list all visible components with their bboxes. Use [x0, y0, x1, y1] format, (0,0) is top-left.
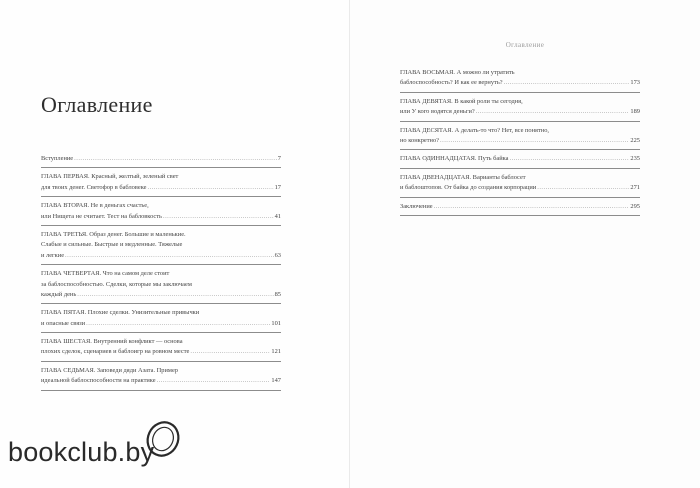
- toc-entry: [400, 126, 640, 147]
- toc-entry-line: [41, 376, 281, 386]
- toc-page-number: 41: [274, 212, 281, 220]
- toc-entry-text: ГЛАВА ОДИННАДЦАТАЯ. Путь байка: [400, 155, 509, 163]
- toc-entry-text: Вступление: [41, 155, 74, 162]
- toc-list-left: [41, 154, 281, 395]
- dot-leader: [190, 347, 270, 357]
- toc-entry-text: за баблоспособностью. Сделки, которые мы заключаем: [41, 280, 192, 288]
- watermark-logo: bookclub.by: [8, 437, 155, 467]
- toc-divider: [41, 303, 281, 304]
- toc-divider: [400, 168, 640, 169]
- toc-entry: [41, 172, 281, 193]
- dot-leader: [65, 251, 274, 261]
- running-head: Оглавление: [505, 41, 545, 49]
- dot-leader: [537, 183, 629, 193]
- dot-leader: [157, 376, 271, 386]
- toc-entry-text: ГЛАВА ДЕСЯТАЯ. А делать-то что? Нет, все понятно,: [400, 126, 549, 134]
- dot-leader: [77, 290, 273, 300]
- toc-entry-text: ГЛАВА ПЯТАЯ. Плохие сделки. Унизительные привычки: [41, 309, 200, 317]
- toc-entry-line: [41, 251, 281, 261]
- dot-leader: [440, 136, 629, 146]
- toc-entry-line: [41, 172, 281, 182]
- toc-divider: [41, 225, 281, 226]
- toc-page-number: 17: [274, 183, 281, 191]
- toc-page-number: 7: [277, 155, 281, 162]
- toc-entry-text: каждый день: [41, 290, 77, 298]
- toc-page-number: 271: [630, 184, 640, 192]
- toc-entry-line: [400, 173, 640, 183]
- dot-leader: [510, 154, 630, 164]
- toc-page-number: 147: [271, 377, 281, 385]
- toc-entry: [41, 308, 281, 329]
- toc-entry-line: [400, 202, 640, 212]
- toc-entry-text: ГЛАВА ВОСЬМАЯ. А можно ли утратить: [400, 69, 515, 76]
- toc-entry: [41, 269, 281, 300]
- toc-entry-text: или Нищета не считает. Тест на бабловкость: [41, 212, 162, 220]
- toc-page-number: 173: [630, 79, 640, 87]
- toc-entry-line: [41, 212, 281, 222]
- dot-leader: [86, 319, 270, 329]
- toc-divider: [41, 196, 281, 197]
- toc-entry-text: и баблоштопов. От байка до создания корпорации: [400, 184, 537, 192]
- toc-entry-line: [41, 269, 281, 279]
- toc-entry-text: идеальной баблоспособности на практике: [41, 377, 156, 385]
- toc-entry-line: [41, 308, 281, 318]
- toc-entry-text: и опасные связи: [41, 319, 86, 327]
- toc-entry-text: ГЛАВА ВТОРАЯ. Не в деньгах счастье,: [41, 202, 149, 210]
- toc-divider: [400, 149, 640, 150]
- right-page: [350, 0, 700, 488]
- toc-entry-line: [41, 347, 281, 357]
- toc-entry-line: [400, 126, 640, 136]
- dot-leader: [434, 202, 630, 212]
- toc-divider: [400, 197, 640, 198]
- toc-entry: [41, 366, 281, 387]
- toc-entry: [41, 337, 281, 358]
- toc-entry: [41, 230, 281, 261]
- toc-entry: [400, 154, 640, 164]
- toc-entry-text: и легкие: [41, 251, 65, 259]
- toc-entry: [41, 154, 281, 164]
- toc-page-number: 235: [630, 155, 640, 163]
- toc-entry: [400, 68, 640, 89]
- toc-entry-line: [400, 68, 640, 78]
- toc-entry-line: [41, 337, 281, 347]
- toc-entry-line: [400, 78, 640, 88]
- toc-entry-line: [400, 154, 640, 164]
- toc-entry-line: [41, 183, 281, 193]
- toc-entry-text: Слабые и сильные. Быстрые и медленные. Тяжелые: [41, 241, 183, 249]
- toc-entry-text: Заключение: [400, 202, 433, 210]
- toc-entry-line: [400, 107, 640, 117]
- toc-page-number: 101: [271, 319, 281, 327]
- toc-entry-line: [400, 183, 640, 193]
- toc-entry-line: [41, 201, 281, 211]
- dot-leader: [163, 212, 274, 222]
- toc-divider: [41, 167, 281, 168]
- toc-page-number: 225: [630, 136, 640, 144]
- toc-page-number: 121: [271, 348, 281, 356]
- toc-entry-text: ГЛАВА ЧЕТВЕРТАЯ. Что на самом деле стоит: [41, 270, 170, 278]
- toc-page-number: 63: [274, 251, 281, 259]
- toc-entry-line: [41, 366, 281, 376]
- toc-entry: [400, 97, 640, 118]
- toc-entry-text: ГЛАВА ТРЕТЬЯ. Образ денег. Большие и маленькие.: [41, 230, 186, 238]
- toc-entry-text: ГЛАВА ДВЕНАДЦАТАЯ. Варианты баблосет: [400, 173, 526, 181]
- toc-entry-text: ГЛАВА ШЕСТАЯ. Внутренний конфликт — основа: [41, 338, 183, 346]
- toc-divider: [400, 121, 640, 122]
- toc-entry-line: [41, 230, 281, 240]
- toc-entry-line: [41, 290, 281, 300]
- toc-entry-text: ГЛАВА ДЕВЯТАЯ. В какой роли ты сегодня,: [400, 97, 523, 105]
- toc-entry-text: баблоспособность? И как ее вернуть?: [400, 79, 503, 87]
- toc-entry-line: [41, 154, 281, 164]
- toc-entry: [400, 202, 640, 212]
- dot-leader: [74, 154, 277, 164]
- toc-entry-text: плохих сделок, сценариев и баблоигр на ровном месте: [41, 348, 190, 356]
- toc-entry-line: [41, 319, 281, 329]
- toc-entry-line: [400, 136, 640, 146]
- dot-leader: [147, 183, 273, 193]
- toc-entry: [400, 173, 640, 194]
- toc-title: Оглавление: [41, 92, 153, 117]
- toc-entry-text: ГЛАВА ПЕРВАЯ. Красный, желтый, зеленый свет: [41, 173, 179, 181]
- toc-list-right: [400, 68, 640, 220]
- toc-entry-text: но конкретно?: [400, 136, 439, 144]
- toc-divider: [41, 390, 281, 391]
- toc-divider: [400, 92, 640, 93]
- dot-leader: [504, 78, 630, 88]
- toc-entry-line: [41, 240, 281, 250]
- toc-divider: [400, 215, 640, 216]
- toc-entry-text: ГЛАВА СЕДЬМАЯ. Заповеди дяди Азата. Пример: [41, 366, 178, 374]
- toc-divider: [41, 332, 281, 333]
- ring-icon: [142, 418, 184, 460]
- toc-entry: [41, 201, 281, 222]
- toc-divider: [41, 361, 281, 362]
- toc-page-number: 85: [274, 290, 281, 298]
- toc-entry-line: [41, 280, 281, 290]
- toc-entry-line: [400, 97, 640, 107]
- dot-leader: [476, 107, 630, 117]
- toc-entry-text: для твоих денег. Светофор в бабловеке: [41, 183, 147, 191]
- toc-page-number: 189: [630, 108, 640, 116]
- toc-divider: [41, 264, 281, 265]
- toc-page-number: 295: [630, 202, 640, 210]
- toc-entry-text: или У кого водятся деньги?: [400, 108, 475, 116]
